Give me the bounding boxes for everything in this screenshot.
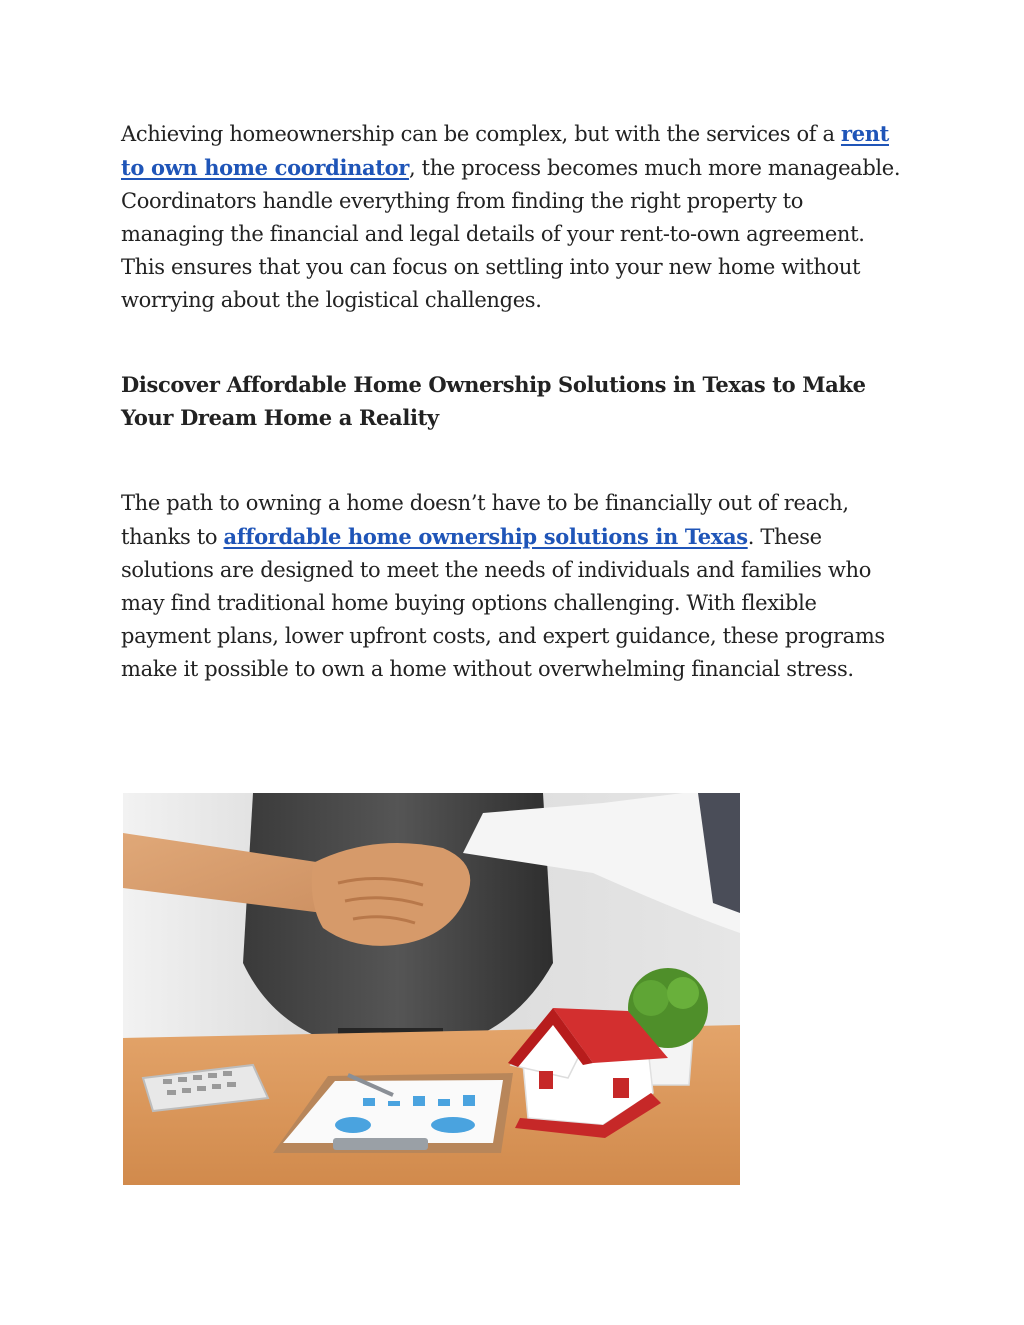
affordable-home-ownership-link[interactable]: affordable home ownership solutions in Texas: [223, 524, 748, 549]
rent-to-own-coordinator-link[interactable]: rent to own home coordinator: [121, 121, 889, 180]
clipboard-clip: [333, 1138, 428, 1150]
solutions-text-start: The path to owning a home doesn’t have to be financially out of reach, thanks to: [121, 491, 849, 549]
section-heading: Discover Affordable Home Ownership Solutions in Texas to Make Your Dream Home a Reality: [121, 372, 866, 430]
handshake-house-illustration: [123, 793, 740, 1185]
intro-text-end: , the process becomes much more manageable. Coordinators handle everything from finding the right property to managing the financial and legal details of your rent-to-own agreement. This ensures that you can focus on settling into your new home without worrying about the logistical challenges.: [121, 156, 901, 312]
solutions-paragraph: [121, 487, 911, 686]
intro-paragraph: [121, 117, 911, 317]
handshake-house-image: [123, 793, 740, 1185]
solutions-text-end: . These solutions are designed to meet the needs of individuals and families who may find traditional home buying options challenging. With flexible payment plans, lower upfront costs, and expert guidance, these programs make it possible to own a home without overwhelming financial stress.: [121, 525, 885, 681]
toy-house-window: [539, 1071, 553, 1089]
intro-text-start: Achieving homeownership can be complex, but with the services of a: [121, 122, 841, 146]
